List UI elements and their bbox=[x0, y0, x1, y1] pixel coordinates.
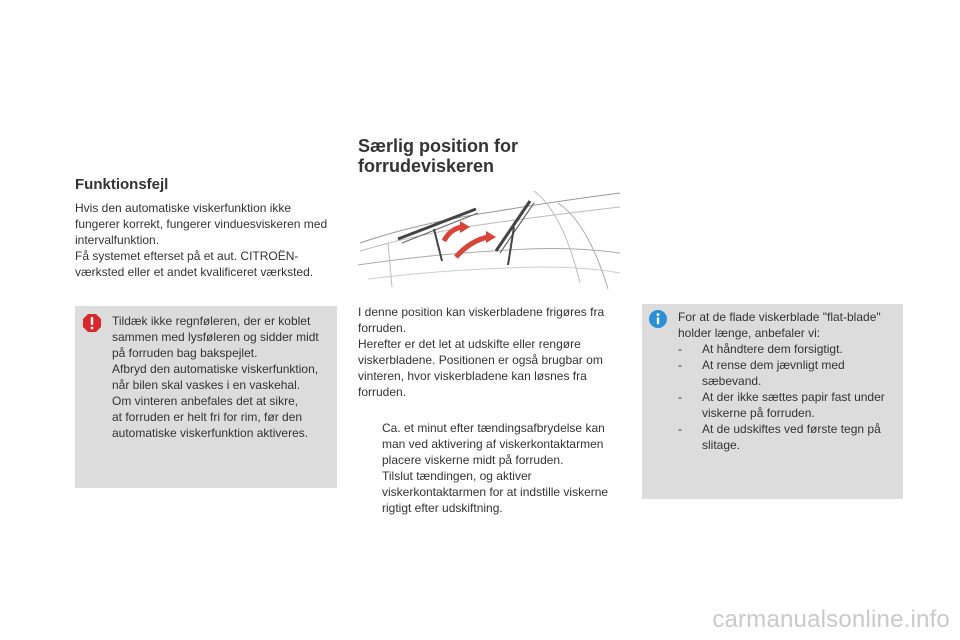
text-line: på forruden bag bakspejlet. bbox=[112, 346, 258, 360]
text-line: fungerer korrekt, fungerer vinduesviskeren med bbox=[75, 217, 328, 231]
text-line: For at de flade viskerblade "flat-blade" bbox=[678, 310, 881, 324]
heading-line: Særlig position for bbox=[358, 136, 518, 156]
info-list-item bbox=[678, 357, 898, 389]
dash-marker: - bbox=[678, 422, 682, 436]
text-line: rigtigt efter udskiftning. bbox=[382, 501, 503, 515]
text-line: At der ikke sættes papir fast under bbox=[702, 390, 885, 404]
text-line: intervalfunktion. bbox=[75, 233, 160, 247]
windscreen-wiper-illustration bbox=[358, 183, 620, 293]
saerlig-position-paragraph bbox=[358, 304, 620, 400]
text-line: forruden. bbox=[358, 321, 407, 335]
warning-text bbox=[112, 313, 332, 441]
text-line: når bilen skal vaskes i en vaskehal. bbox=[112, 378, 301, 392]
text-line: at forruden er helt fri for rim, før den bbox=[112, 410, 303, 424]
text-line: holder længe, anbefaler vi: bbox=[678, 326, 821, 340]
text-line: I denne position kan viskerbladene frigøres fra bbox=[358, 305, 605, 319]
info-list-item bbox=[678, 389, 898, 421]
text-line: man ved aktivering af viskerkontaktarmen bbox=[382, 437, 604, 451]
info-icon bbox=[648, 309, 668, 329]
text-line: slitage. bbox=[702, 438, 741, 452]
info-list-item bbox=[678, 341, 898, 357]
text-line: viskerbladene. Positionen er også brugbar om bbox=[358, 353, 603, 367]
text-line: At de udskiftes ved første tegn på bbox=[702, 422, 881, 436]
dash-marker: - bbox=[678, 342, 682, 356]
text-line: vinteren, hvor viskerbladene kan løsnes fra bbox=[358, 369, 587, 383]
text-line: værksted eller et andet kvalificeret værksted. bbox=[75, 265, 314, 279]
text-line: Hvis den automatiske viskerfunktion ikke bbox=[75, 201, 292, 215]
info-list-item bbox=[678, 421, 898, 453]
heading-line: forrudeviskeren bbox=[358, 156, 495, 176]
text-line: At håndtere dem forsigtigt. bbox=[702, 342, 843, 356]
text-line: Om vinteren anbefales det at sikre, bbox=[112, 394, 299, 408]
text-line: placere viskerne midt på forruden. bbox=[382, 453, 564, 467]
text-line: viskerne på forruden. bbox=[702, 406, 815, 420]
section-heading-saerlig-position bbox=[358, 136, 618, 176]
funktionsfejl-paragraph bbox=[75, 200, 340, 280]
watermark-link[interactable]: carmanualsonline.info bbox=[712, 606, 950, 633]
text-line: Få systemet efterset på et aut. CITROËN- bbox=[75, 249, 299, 263]
text-line: sammen med lysføleren og sidder midt bbox=[112, 330, 319, 344]
instruction-step bbox=[358, 420, 620, 468]
instruction-steps bbox=[358, 420, 620, 516]
text-line: viskerkontaktarmen for at indstille viskerne bbox=[382, 485, 609, 499]
info-text bbox=[678, 309, 898, 453]
text-line: Afbryd den automatiske viskerfunktion, bbox=[112, 362, 319, 376]
instruction-step bbox=[358, 468, 620, 516]
text-line: At rense dem jævnligt med bbox=[702, 358, 845, 372]
text-line: Herefter er det let at udskifte eller rengøre bbox=[358, 337, 581, 351]
text-line: Tilslut tændingen, og aktiver bbox=[382, 469, 532, 483]
section-heading-funktionsfejl: Funktionsfejl bbox=[75, 176, 169, 193]
text-line: sæbevand. bbox=[702, 374, 762, 388]
dash-marker: - bbox=[678, 358, 682, 372]
text-line: Tildæk ikke regnføleren, der er koblet bbox=[112, 314, 311, 328]
dash-marker: - bbox=[678, 390, 682, 404]
text-line: automatiske viskerfunktion aktiveres. bbox=[112, 426, 309, 440]
warning-icon bbox=[82, 313, 102, 333]
text-line: Ca. et minut efter tændingsafbrydelse kan bbox=[382, 421, 605, 435]
text-line: forruden. bbox=[358, 385, 407, 399]
